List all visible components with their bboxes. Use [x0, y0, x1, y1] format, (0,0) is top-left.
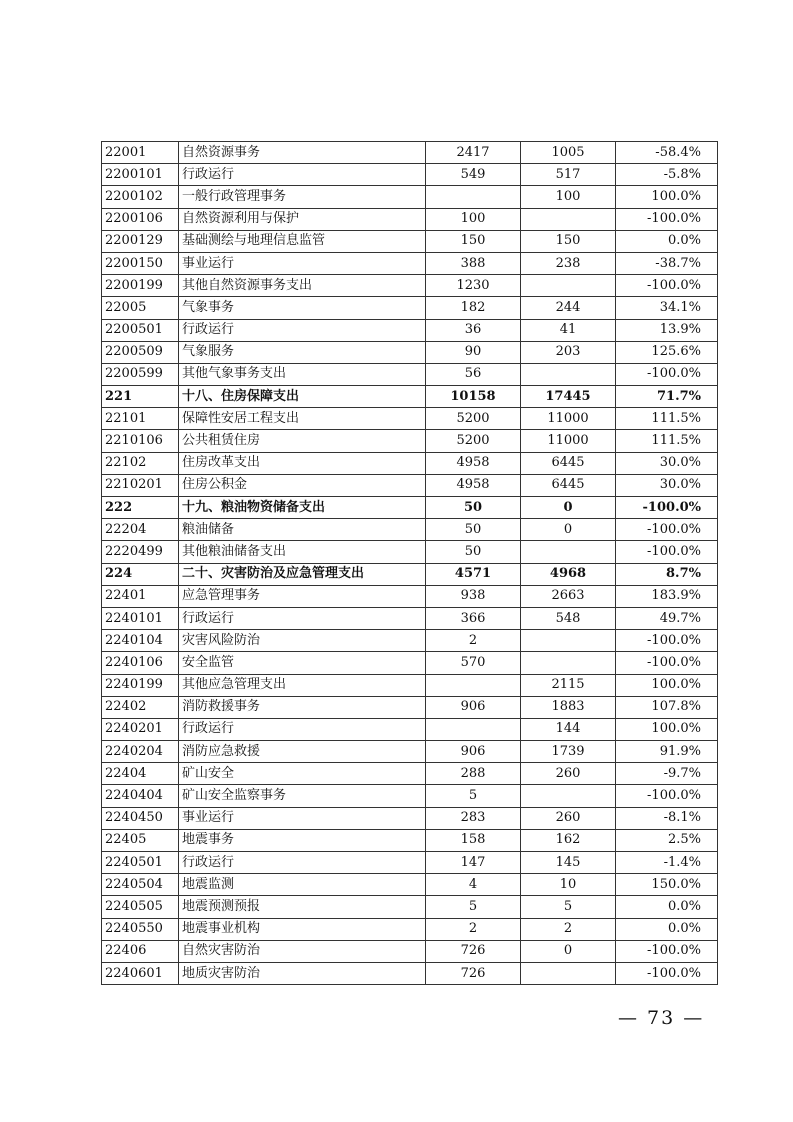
table-row	[102, 474, 718, 496]
prior-amount-cell: 283	[426, 807, 521, 829]
change-rate-cell: -100.0%	[616, 275, 718, 297]
change-rate-cell: 8.7%	[616, 563, 718, 585]
table-row	[102, 275, 718, 297]
prior-amount-cell: 726	[426, 962, 521, 984]
table-row	[102, 142, 718, 164]
account-name-cell: 基础测绘与地理信息监管	[179, 230, 426, 252]
table-row	[102, 519, 718, 541]
table-row	[102, 940, 718, 962]
budget-amount-cell: 150	[521, 230, 616, 252]
table-row	[102, 319, 718, 341]
account-name-cell: 住房改革支出	[179, 452, 426, 474]
table-row	[102, 696, 718, 718]
prior-amount-cell: 150	[426, 230, 521, 252]
budget-amount-cell: 17445	[521, 386, 616, 408]
budget-amount-cell: 1739	[521, 741, 616, 763]
change-rate-cell: -100.0%	[616, 652, 718, 674]
budget-amount-cell	[521, 962, 616, 984]
prior-amount-cell: 2417	[426, 142, 521, 164]
account-code-cell: 2200129	[102, 230, 179, 252]
table-row	[102, 164, 718, 186]
prior-amount-cell: 4	[426, 874, 521, 896]
table-row	[102, 541, 718, 563]
change-rate-cell: -100.0%	[616, 785, 718, 807]
budget-amount-cell: 2663	[521, 585, 616, 607]
account-code-cell: 2240550	[102, 918, 179, 940]
table-row	[102, 829, 718, 851]
table-row	[102, 252, 718, 274]
account-name-cell: 地震事业机构	[179, 918, 426, 940]
account-name-cell: 消防应急救援	[179, 741, 426, 763]
budget-amount-cell: 4968	[521, 563, 616, 585]
budget-amount-cell: 162	[521, 829, 616, 851]
table-row	[102, 497, 718, 519]
table-row	[102, 718, 718, 740]
account-code-cell: 2200102	[102, 186, 179, 208]
change-rate-cell: 91.9%	[616, 741, 718, 763]
change-rate-cell: -100.0%	[616, 541, 718, 563]
prior-amount-cell: 5200	[426, 430, 521, 452]
prior-amount-cell: 90	[426, 341, 521, 363]
table-body	[102, 142, 718, 985]
account-code-cell: 2200150	[102, 252, 179, 274]
account-name-cell: 一般行政管理事务	[179, 186, 426, 208]
account-code-cell: 224	[102, 563, 179, 585]
account-code-cell: 22204	[102, 519, 179, 541]
prior-amount-cell: 100	[426, 208, 521, 230]
account-code-cell: 2240106	[102, 652, 179, 674]
budget-amount-cell: 238	[521, 252, 616, 274]
prior-amount-cell: 906	[426, 741, 521, 763]
change-rate-cell: -5.8%	[616, 164, 718, 186]
account-name-cell: 气象事务	[179, 297, 426, 319]
prior-amount-cell: 56	[426, 363, 521, 385]
account-name-cell: 自然资源事务	[179, 142, 426, 164]
account-code-cell: 2240601	[102, 962, 179, 984]
prior-amount-cell	[426, 718, 521, 740]
change-rate-cell: 111.5%	[616, 430, 718, 452]
table-row	[102, 297, 718, 319]
prior-amount-cell: 182	[426, 297, 521, 319]
account-name-cell: 行政运行	[179, 852, 426, 874]
account-code-cell: 2200199	[102, 275, 179, 297]
prior-amount-cell	[426, 674, 521, 696]
budget-amount-cell: 203	[521, 341, 616, 363]
account-name-cell: 行政运行	[179, 319, 426, 341]
change-rate-cell: -8.1%	[616, 807, 718, 829]
table-row	[102, 452, 718, 474]
table-row	[102, 874, 718, 896]
account-code-cell: 22406	[102, 940, 179, 962]
prior-amount-cell: 1230	[426, 275, 521, 297]
prior-amount-cell: 158	[426, 829, 521, 851]
budget-amount-cell: 1005	[521, 142, 616, 164]
prior-amount-cell: 5	[426, 896, 521, 918]
budget-amount-cell	[521, 785, 616, 807]
change-rate-cell: 183.9%	[616, 585, 718, 607]
account-code-cell: 22001	[102, 142, 179, 164]
account-name-cell: 地震监测	[179, 874, 426, 896]
account-name-cell: 地震预测预报	[179, 896, 426, 918]
account-code-cell: 2200501	[102, 319, 179, 341]
account-name-cell: 矿山安全	[179, 763, 426, 785]
change-rate-cell: -9.7%	[616, 763, 718, 785]
prior-amount-cell	[426, 186, 521, 208]
account-name-cell: 粮油储备	[179, 519, 426, 541]
account-name-cell: 其他自然资源事务支出	[179, 275, 426, 297]
account-code-cell: 2240404	[102, 785, 179, 807]
change-rate-cell: -1.4%	[616, 852, 718, 874]
change-rate-cell: 125.6%	[616, 341, 718, 363]
account-code-cell: 2200101	[102, 164, 179, 186]
prior-amount-cell: 4571	[426, 563, 521, 585]
table-row	[102, 785, 718, 807]
change-rate-cell: -100.0%	[616, 208, 718, 230]
prior-amount-cell: 36	[426, 319, 521, 341]
budget-amount-cell: 2	[521, 918, 616, 940]
prior-amount-cell: 50	[426, 541, 521, 563]
account-code-cell: 2240104	[102, 630, 179, 652]
account-code-cell: 222	[102, 497, 179, 519]
account-name-cell: 应急管理事务	[179, 585, 426, 607]
change-rate-cell: -100.0%	[616, 519, 718, 541]
prior-amount-cell: 906	[426, 696, 521, 718]
table-row	[102, 363, 718, 385]
budget-amount-cell: 6445	[521, 474, 616, 496]
table-row	[102, 208, 718, 230]
budget-amount-cell: 100	[521, 186, 616, 208]
budget-amount-cell: 0	[521, 519, 616, 541]
prior-amount-cell: 5200	[426, 408, 521, 430]
account-code-cell: 2240199	[102, 674, 179, 696]
change-rate-cell: -100.0%	[616, 962, 718, 984]
change-rate-cell: 30.0%	[616, 474, 718, 496]
account-name-cell: 自然灾害防治	[179, 940, 426, 962]
prior-amount-cell: 50	[426, 519, 521, 541]
budget-amount-cell: 5	[521, 896, 616, 918]
table-row	[102, 962, 718, 984]
prior-amount-cell: 4958	[426, 452, 521, 474]
account-name-cell: 十九、粮油物资储备支出	[179, 497, 426, 519]
change-rate-cell: 111.5%	[616, 408, 718, 430]
account-code-cell: 22101	[102, 408, 179, 430]
account-name-cell: 安全监管	[179, 652, 426, 674]
change-rate-cell: -100.0%	[616, 497, 718, 519]
change-rate-cell: -100.0%	[616, 940, 718, 962]
account-name-cell: 气象服务	[179, 341, 426, 363]
change-rate-cell: -38.7%	[616, 252, 718, 274]
budget-table	[101, 141, 718, 985]
account-code-cell: 22102	[102, 452, 179, 474]
change-rate-cell: -100.0%	[616, 363, 718, 385]
account-name-cell: 行政运行	[179, 607, 426, 629]
prior-amount-cell: 726	[426, 940, 521, 962]
account-code-cell: 2240101	[102, 607, 179, 629]
change-rate-cell: 2.5%	[616, 829, 718, 851]
budget-amount-cell: 145	[521, 852, 616, 874]
account-code-cell: 22405	[102, 829, 179, 851]
account-code-cell: 2200509	[102, 341, 179, 363]
account-code-cell: 2200599	[102, 363, 179, 385]
account-name-cell: 保障性安居工程支出	[179, 408, 426, 430]
budget-amount-cell: 548	[521, 607, 616, 629]
budget-amount-cell: 10	[521, 874, 616, 896]
account-name-cell: 地震事务	[179, 829, 426, 851]
budget-amount-cell: 0	[521, 940, 616, 962]
prior-amount-cell: 2	[426, 630, 521, 652]
account-code-cell: 22401	[102, 585, 179, 607]
change-rate-cell: 0.0%	[616, 896, 718, 918]
change-rate-cell: 150.0%	[616, 874, 718, 896]
account-code-cell: 2200106	[102, 208, 179, 230]
table-row	[102, 585, 718, 607]
account-name-cell: 行政运行	[179, 164, 426, 186]
budget-amount-cell: 517	[521, 164, 616, 186]
budget-amount-cell: 2115	[521, 674, 616, 696]
prior-amount-cell: 5	[426, 785, 521, 807]
account-name-cell: 地质灾害防治	[179, 962, 426, 984]
budget-amount-cell: 144	[521, 718, 616, 740]
account-code-cell: 22402	[102, 696, 179, 718]
account-name-cell: 其他粮油储备支出	[179, 541, 426, 563]
account-code-cell: 2210201	[102, 474, 179, 496]
budget-amount-cell	[521, 275, 616, 297]
table-row	[102, 807, 718, 829]
change-rate-cell: 100.0%	[616, 674, 718, 696]
budget-amount-cell: 41	[521, 319, 616, 341]
account-code-cell: 2240505	[102, 896, 179, 918]
change-rate-cell: 71.7%	[616, 386, 718, 408]
account-name-cell: 事业运行	[179, 807, 426, 829]
budget-amount-cell: 260	[521, 807, 616, 829]
prior-amount-cell: 2	[426, 918, 521, 940]
account-name-cell: 公共租赁住房	[179, 430, 426, 452]
account-name-cell: 自然资源利用与保护	[179, 208, 426, 230]
table-row	[102, 607, 718, 629]
account-code-cell: 2240504	[102, 874, 179, 896]
account-code-cell: 2240204	[102, 741, 179, 763]
table-row	[102, 430, 718, 452]
change-rate-cell: 49.7%	[616, 607, 718, 629]
account-name-cell: 其他气象事务支出	[179, 363, 426, 385]
prior-amount-cell: 10158	[426, 386, 521, 408]
budget-amount-cell: 11000	[521, 430, 616, 452]
budget-amount-cell	[521, 363, 616, 385]
table-row	[102, 674, 718, 696]
budget-amount-cell	[521, 541, 616, 563]
account-name-cell: 二十、灾害防治及应急管理支出	[179, 563, 426, 585]
budget-amount-cell: 244	[521, 297, 616, 319]
budget-amount-cell	[521, 652, 616, 674]
prior-amount-cell: 4958	[426, 474, 521, 496]
budget-amount-cell: 0	[521, 497, 616, 519]
account-name-cell: 矿山安全监察事务	[179, 785, 426, 807]
budget-amount-cell: 11000	[521, 408, 616, 430]
account-code-cell: 22005	[102, 297, 179, 319]
table-row	[102, 341, 718, 363]
account-name-cell: 事业运行	[179, 252, 426, 274]
change-rate-cell: -100.0%	[616, 630, 718, 652]
change-rate-cell: 0.0%	[616, 230, 718, 252]
budget-amount-cell: 1883	[521, 696, 616, 718]
account-name-cell: 住房公积金	[179, 474, 426, 496]
table-row	[102, 896, 718, 918]
change-rate-cell: 34.1%	[616, 297, 718, 319]
account-code-cell: 2210106	[102, 430, 179, 452]
table-row	[102, 763, 718, 785]
table-row	[102, 186, 718, 208]
change-rate-cell: 13.9%	[616, 319, 718, 341]
account-code-cell: 22404	[102, 763, 179, 785]
page-number: — 73 —	[618, 1007, 705, 1029]
change-rate-cell: 0.0%	[616, 918, 718, 940]
change-rate-cell: 107.8%	[616, 696, 718, 718]
table-row	[102, 652, 718, 674]
prior-amount-cell: 288	[426, 763, 521, 785]
account-code-cell: 2220499	[102, 541, 179, 563]
change-rate-cell: 30.0%	[616, 452, 718, 474]
table-row	[102, 563, 718, 585]
table-row	[102, 918, 718, 940]
table-row	[102, 741, 718, 763]
account-name-cell: 灾害风险防治	[179, 630, 426, 652]
prior-amount-cell: 147	[426, 852, 521, 874]
change-rate-cell: 100.0%	[616, 186, 718, 208]
table-row	[102, 408, 718, 430]
change-rate-cell: 100.0%	[616, 718, 718, 740]
prior-amount-cell: 388	[426, 252, 521, 274]
prior-amount-cell: 938	[426, 585, 521, 607]
table-row	[102, 386, 718, 408]
account-code-cell: 2240201	[102, 718, 179, 740]
account-name-cell: 行政运行	[179, 718, 426, 740]
prior-amount-cell: 549	[426, 164, 521, 186]
table-row	[102, 630, 718, 652]
account-code-cell: 221	[102, 386, 179, 408]
account-name-cell: 十八、住房保障支出	[179, 386, 426, 408]
account-code-cell: 2240501	[102, 852, 179, 874]
change-rate-cell: -58.4%	[616, 142, 718, 164]
account-code-cell: 2240450	[102, 807, 179, 829]
account-name-cell: 消防救援事务	[179, 696, 426, 718]
table-row	[102, 230, 718, 252]
budget-amount-cell	[521, 630, 616, 652]
prior-amount-cell: 570	[426, 652, 521, 674]
account-name-cell: 其他应急管理支出	[179, 674, 426, 696]
budget-amount-cell: 260	[521, 763, 616, 785]
budget-amount-cell: 6445	[521, 452, 616, 474]
budget-amount-cell	[521, 208, 616, 230]
prior-amount-cell: 50	[426, 497, 521, 519]
table-row	[102, 852, 718, 874]
prior-amount-cell: 366	[426, 607, 521, 629]
